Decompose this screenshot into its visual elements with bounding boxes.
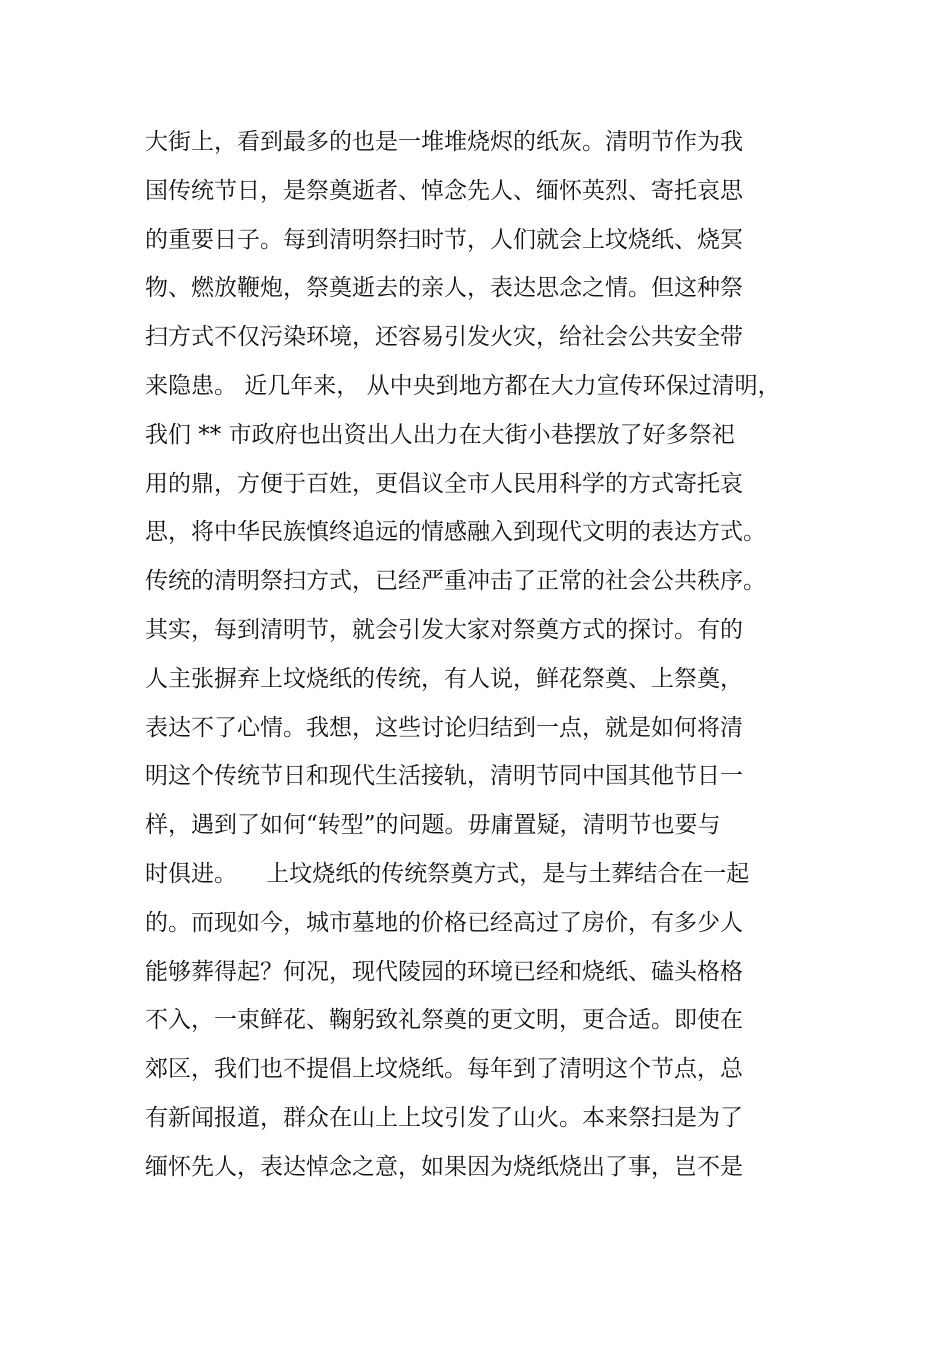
text-line: 国传统节日，是祭奠逝者、悼念先人、缅怀英烈、寄托哀思 <box>145 177 743 204</box>
text-line: 大街上，看到最多的也是一堆堆烧烬的纸灰。清明节作为我 <box>145 129 743 155</box>
text-line: 的重要日子。每到清明祭扫时节，人们就会上坟烧纸、烧冥 <box>145 226 743 253</box>
text-line: 来隐患。 近几年来， 从中央到地方都在大力宣传环保过清明， <box>145 372 781 399</box>
text-line: 我们 ** 市政府也出资出人出力在大街小巷摆放了好多祭祀 <box>145 421 735 448</box>
text-line: 郊区，我们也不提倡上坟烧纸。每年到了清明这个节点，总 <box>145 1056 743 1083</box>
text-line: 其实，每到清明节，就会引发大家对祭奠方式的探讨。有的 <box>145 616 743 643</box>
text-line: 有新闻报道，群众在山上上坟引发了山火。本来祭扫是为了 <box>145 1104 743 1131</box>
text-line: 不入，一束鲜花、鞠躬致礼祭奠的更文明，更合适。即使在 <box>145 1007 743 1034</box>
text-line: 样，遇到了如何“转型”的问题。毋庸置疑，清明节也要与 <box>145 812 721 839</box>
text-line: 表达不了心情。我想，这些讨论归结到一点，就是如何将清 <box>145 714 743 741</box>
text-line: 思，将中华民族慎终追远的情感融入到现代文明的表达方式。 <box>145 519 766 546</box>
text-line: 缅怀先人，表达悼念之意，如果因为烧纸烧出了事，岂不是 <box>145 1153 743 1180</box>
text-line: 明这个传统节日和现代生活接轨，清明节同中国其他节日一 <box>145 763 743 790</box>
text-line: 物、燃放鞭炮，祭奠逝去的亲人，表达思念之情。但这种祭 <box>145 275 743 302</box>
text-line: 扫方式不仅污染环境，还容易引发火灾，给社会公共安全带 <box>145 324 743 351</box>
text-line: 时俱进。 上坟烧纸的传统祭奠方式，是与土葬结合在一起 <box>145 860 750 887</box>
text-line: 用的鼎，方便于百姓，更倡议全市人民用科学的方式寄托哀 <box>145 470 743 497</box>
text-line: 传统的清明祭扫方式，已经严重冲击了正常的社会公共秩序。 <box>145 568 766 595</box>
text-line: 人主张摒弃上坟烧纸的传统，有人说，鲜花祭奠、上祭奠， <box>145 665 743 692</box>
text-line: 能够葬得起？何况，现代陵园的环境已经和烧纸、磕头格格 <box>145 958 743 985</box>
body-text <box>145 118 805 1192</box>
text-line: 的。而现如今，城市墓地的价格已经高过了房价，有多少人 <box>145 909 743 936</box>
